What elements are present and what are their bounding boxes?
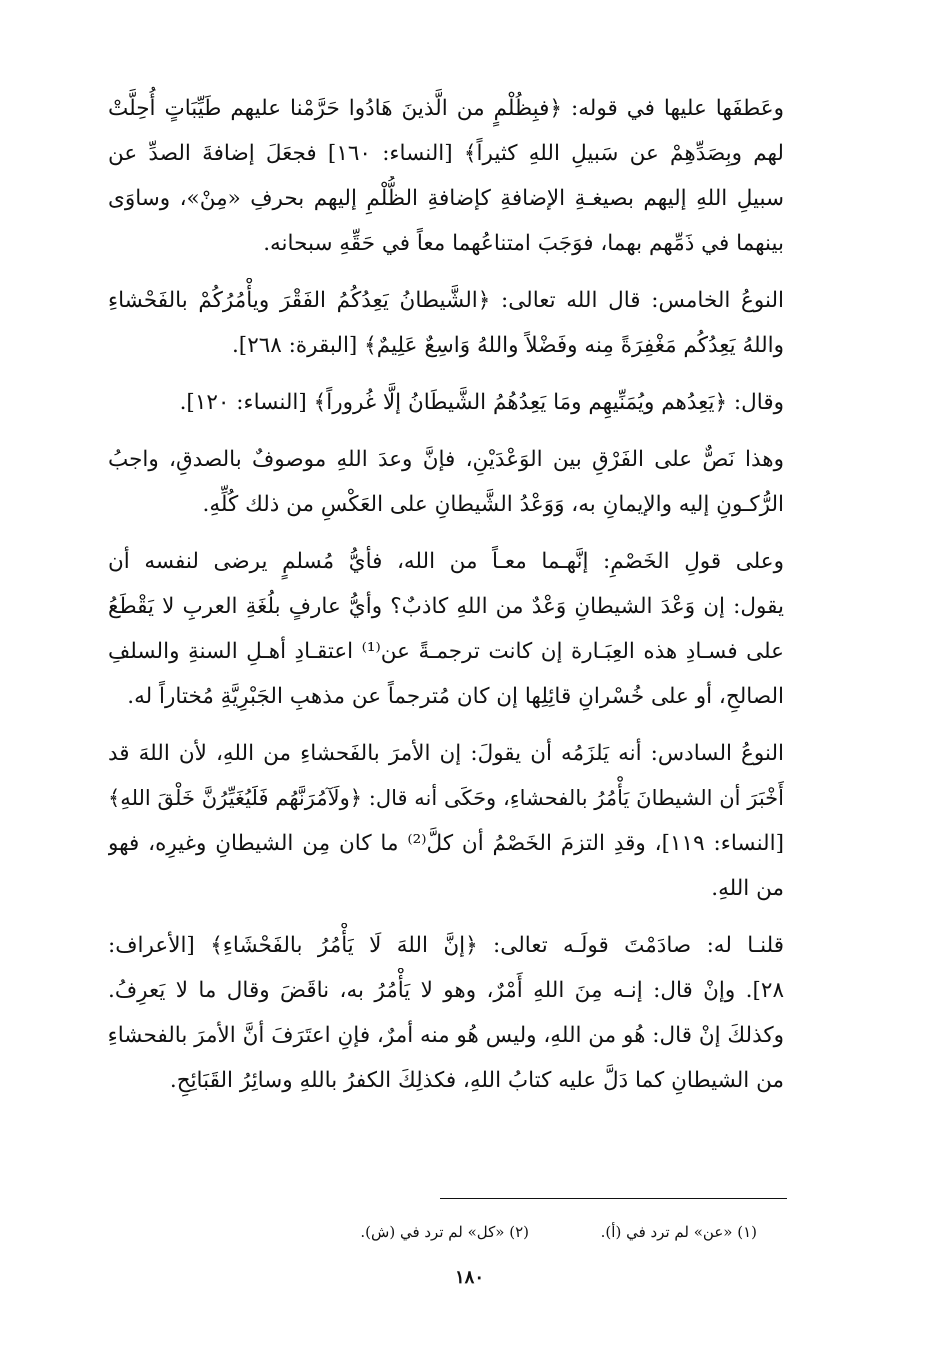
- text-line: وعلى قولِ الخَصْمِ: إنَّهـما معـاً من الله، فأيُّ مُسلمٍ يرضى لنفسه أن: [108, 549, 784, 574]
- page-number: ١٨٠: [454, 1267, 484, 1288]
- text-line: الرُّكـونِ إليه والإيمانِ به، وَوَعْدُ الشَّيطانِ على العَكْسِ من ذلك كُلِّهِ.: [202, 492, 784, 517]
- text-line: وعَطفَها عليها في قوله: ﴿فبِظُلْمٍ من الَّذينَ هَادُوا حَرَّمْنا عليهم طَيِّبَاتٍ أُحِلَّتْ: [108, 96, 784, 121]
- text-line: واللهُ يَعِدُكُم مَغْفِرَةً مِنه وفَضْلاً واللهُ وَاسِعٌ عَلِيمٌ﴾ [البقرة: ٢٦٨].: [231, 333, 784, 358]
- text-line: وقال: ﴿يَعِدُهم ويُمَنِّيهِم ومَا يَعِدُهُمُ الشَّيطَانُ إلَّا غُروراً﴾ [النساء: ١٢٠].: [179, 390, 784, 415]
- text-line: أَخْبَرَ أن الشيطانَ يَأْمُرُ بالفحشاءِ، وحَكَى أنه قال: ﴿ولَآمُرَنَّهُم فَلَيُغَيِّرُنَّ خَلْقَ اللهِ﴾: [108, 786, 784, 810]
- main-text: [108, 86, 784, 1103]
- text-line: [النساء: ١١٩]، وقدِ التزمَ الخَصْمُ أن كلَّ⁽²⁾ ما كان مِن الشيطانِ وغيرِه، فهو: [108, 831, 784, 856]
- text-line: من الشيطانِ كما دَلَّ عليه كتابُ اللهِ، فكذلِكَ الكفرُ باللهِ وسائِرُ القَبَائِحِ.: [169, 1068, 784, 1093]
- paragraph: [108, 437, 784, 527]
- text-line: بينهما في ذَمِّهم بهما، فوَجَبَ امتناعُهما معاً في حَقِّهِ سبحانه.: [263, 231, 784, 256]
- footnote-1: (١) «عن» لم ترد في (أ).: [600, 1223, 757, 1241]
- text-line: وكذلكَ إنْ قال: هُو من اللهِ، وليس هُو منه أمرٌ، فإنِ اعتَرَفَ أنَّ الأمرَ بالفحشاءِ: [108, 1023, 784, 1048]
- text-line: على فسـادِ هذه العِبَـارة إن كانت ترجمـةً عن⁽¹⁾ اعتقـادِ أهـلِ السنةِ والسلفِ: [108, 639, 784, 664]
- paragraph: [108, 731, 784, 911]
- footnote-separator: [440, 1198, 787, 1199]
- text-line: النوعُ السادس: أنه يَلزَمُه أن يقولَ: إن الأمرَ بالفَحشاءِ من اللهِ، لأن اللهَ قد: [108, 741, 784, 766]
- footnotes: [189, 1219, 789, 1245]
- paragraph: [108, 380, 784, 425]
- text-line: يقول: إن وَعْدَ الشيطانِ وَعْدٌ من اللهِ كاذبٌ؟ وأيُّ عارفٍ بلُغَةِ العربِ لا يَقْطَعُ: [108, 594, 784, 619]
- paragraph: [108, 86, 784, 266]
- text-line: لهم وبِصَدِّهِمْ عن سَبيلِ اللهِ كثيراً﴾ [النساء: ١٦٠] فجعَلَ إضافةَ الصدِّ عن: [108, 141, 784, 166]
- text-line: الصالحِ، أو على خُسْرانِ قائِلِها إن كان مُترجماً عن مذهبِ الجَبْرِيَّةِ مُختاراً له.: [127, 684, 784, 709]
- text-line: ٢٨]. وإنْ قال: إنـه مِنَ اللهِ أَمْرٌ، وهو لا يَأْمُرُ به، ناقَضَ وقال ما لا يَعرِفُ.: [108, 978, 784, 1003]
- text-line: النوعُ الخامس: قال الله تعالى: ﴿الشَّيطانُ يَعِدُكُمُ الفَقْرَ ويأْمُرُكُمْ بالفَحْشاءِ: [108, 288, 784, 313]
- text-line: قلنـا له: صادَمْتَ قولَـه تعالى: ﴿إنَّ اللهَ لَا يَأْمُرُ بالفَحْشَاءِ﴾ [الأعراف:: [108, 933, 784, 958]
- text-line: سبيلِ اللهِ إليهم بصيغـةِ الإضافةِ كإضافةِ الظُّلْمِ إليهم بحرفِ «مِنْ»، وساوَى: [108, 186, 784, 211]
- paragraph: [108, 539, 784, 719]
- text-line: وهذا نَصٌّ على الفَرْقِ بين الوَعْدَيْنِ، فإنَّ وعدَ اللهِ موصوفٌ بالصدقِ، واجبُ: [108, 447, 784, 472]
- text-line: من اللهِ.: [711, 876, 784, 901]
- paragraph: [108, 278, 784, 368]
- footnote-2: (٢) «كل» لم ترد في (ش).: [360, 1223, 529, 1241]
- paragraph: [108, 923, 784, 1103]
